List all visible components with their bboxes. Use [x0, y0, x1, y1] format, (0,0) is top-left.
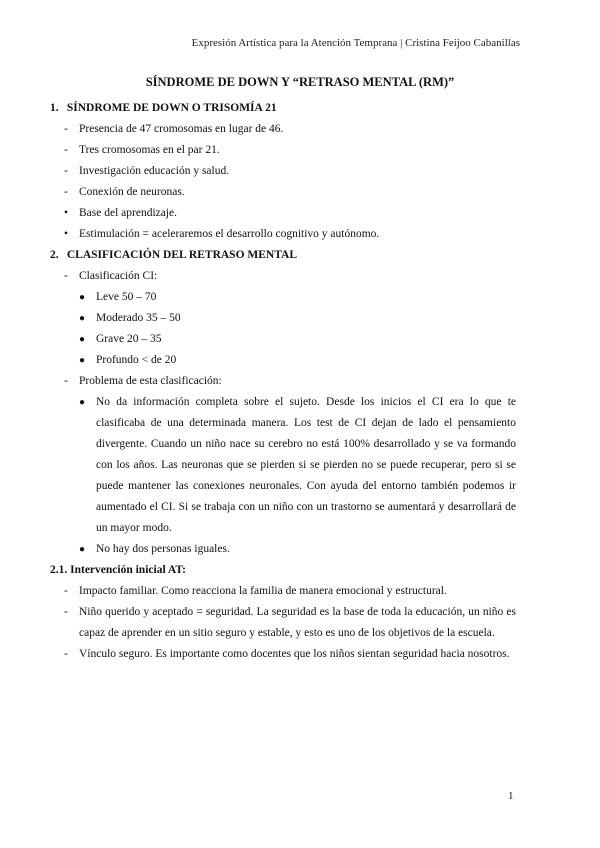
- bullet-marker: ●: [79, 355, 86, 366]
- section-2-title: CLASIFICACIÓN DEL RETRASO MENTAL: [66, 249, 298, 261]
- dash-marker: -: [64, 648, 68, 660]
- list-item-text: Impacto familiar. Como reacciona la familia de manera emocional y estructural.: [79, 585, 447, 597]
- dash-marker: -: [64, 165, 68, 177]
- section-1-list: [50, 119, 516, 245]
- dash-marker: -: [64, 144, 68, 156]
- list-item: [50, 203, 516, 224]
- list-item: [50, 140, 516, 161]
- document-title: SÍNDROME DE DOWN Y “RETRASO MENTAL (RM)”: [145, 75, 455, 89]
- document-body: [50, 98, 516, 665]
- dash-marker: -: [64, 585, 68, 597]
- section-2-heading: [50, 245, 516, 266]
- bullet-marker: ●: [79, 292, 86, 303]
- list-item-text: Base del aprendizaje.: [79, 207, 178, 219]
- list-item-text: Conexión de neuronas.: [79, 186, 185, 198]
- level-text: Profundo < de 20: [96, 354, 177, 366]
- list-item-level: [50, 308, 516, 329]
- list-item: [50, 266, 516, 287]
- section-2-list: [50, 266, 516, 560]
- list-item-level: [50, 350, 516, 371]
- level-text: Grave 20 – 35: [96, 333, 162, 345]
- bullet-marker: ●: [79, 313, 86, 324]
- bullet-marker: ●: [79, 397, 86, 408]
- list-item-level: [50, 539, 516, 560]
- bullet-marker: ●: [79, 544, 86, 555]
- list-item-text: Estimulación = aceleraremos el desarrollo cognitivo y autónomo.: [79, 228, 380, 240]
- list-item: [50, 119, 516, 140]
- list-item-text: Vínculo seguro. Es importante como docentes que los niños sientan seguridad hacia nosotros.: [79, 648, 510, 660]
- list-item-level: [50, 287, 516, 308]
- problem-label: Problema de esta clasificación:: [79, 375, 222, 387]
- section-2-1-list: [50, 581, 516, 665]
- section-2-number: 2.: [50, 249, 59, 261]
- page-number: 1: [508, 790, 514, 802]
- running-header: Expresión Artística para la Atención Temprana | Cristina Feijoo Cabanillas: [191, 37, 520, 49]
- list-item: [50, 161, 516, 182]
- list-item-text: Niño querido y aceptado = seguridad. La seguridad es la base de toda la educación, un niño es capaz de aprender en un sitio seguro y estable, y esto es uno de los objetivos de la escuela.: [79, 606, 516, 639]
- section-1-heading: [50, 98, 516, 119]
- no-two-text: No hay dos personas iguales.: [96, 543, 230, 555]
- classification-label: Clasificación CI:: [79, 270, 158, 282]
- list-item: [50, 371, 516, 392]
- dash-marker: -: [64, 186, 68, 198]
- dash-marker: -: [64, 123, 68, 135]
- dash-marker: -: [64, 375, 68, 387]
- list-item-text: Tres cromosomas en el par 21.: [79, 144, 220, 156]
- section-2-1-heading: 2.1. Intervención inicial AT:: [50, 564, 186, 576]
- dash-marker: -: [64, 270, 68, 282]
- section-1-title: SÍNDROME DE DOWN O TRISOMÍA 21: [66, 102, 277, 114]
- list-item-level: [50, 329, 516, 350]
- list-item: [50, 602, 516, 644]
- section-1-number: 1.: [50, 102, 59, 114]
- list-item-text: Presencia de 47 cromosomas en lugar de 46.: [79, 123, 284, 135]
- list-item: [50, 581, 516, 602]
- problem-paragraph-item: [50, 392, 516, 539]
- list-item: [50, 182, 516, 203]
- bullet-marker: •: [64, 228, 69, 240]
- list-item: [50, 644, 516, 665]
- dash-marker: -: [64, 606, 68, 618]
- list-item-text: Investigación educación y salud.: [79, 165, 230, 177]
- bullet-marker: ●: [79, 334, 86, 345]
- bullet-marker: •: [64, 207, 69, 219]
- level-text: Leve 50 – 70: [96, 291, 157, 303]
- level-text: Moderado 35 – 50: [96, 312, 181, 324]
- problem-paragraph: No da información completa sobre el sujeto. Desde los inicios el CI era lo que te clasificaba de una determinada manera. Los test de CI dejan de lado el pensamiento divergente. Cuando un niño nace su cerebro no está 100% desarrollado y se va formando con los años. Las neuronas que se pierden si se pierden no se puede recuperar, pero si se puede mantener las conexiones neuronales. Con ayuda del entorno también podemos ir aumentado el CI. Si se trabaja con un niño con un trastorno se aumentará y desarrollará de un mayor modo.: [96, 396, 516, 534]
- list-item: [50, 224, 516, 245]
